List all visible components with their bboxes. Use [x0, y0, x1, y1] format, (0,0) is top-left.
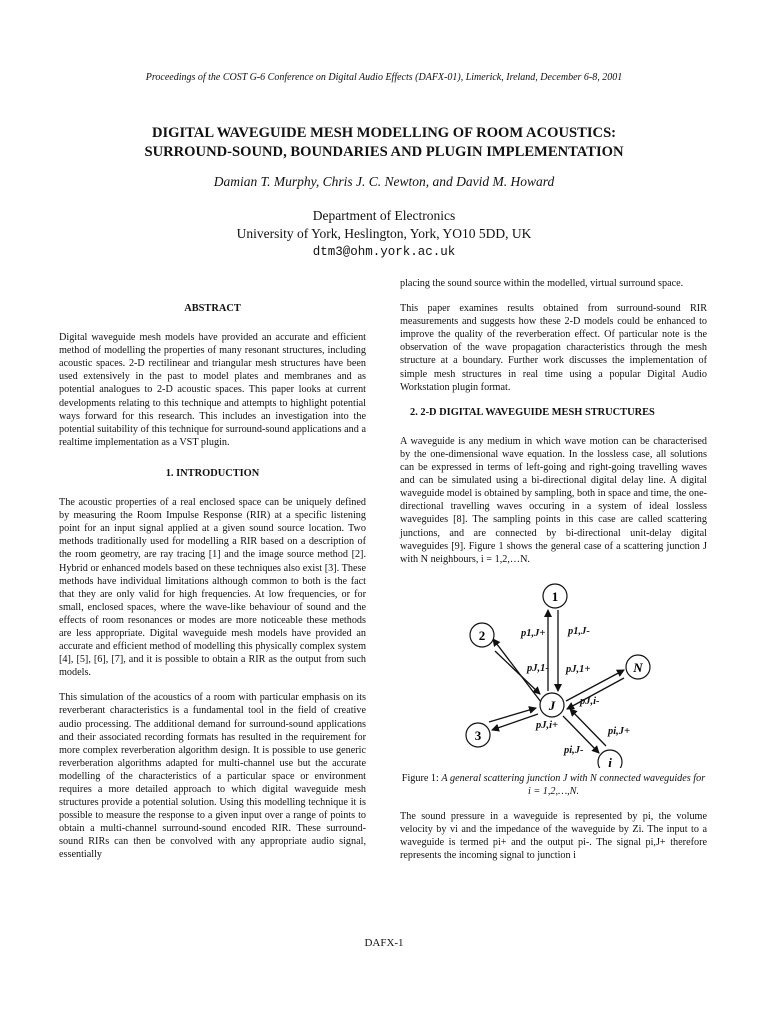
node-j: [540, 693, 564, 717]
label-pji-plus: pJ,i+: [536, 719, 559, 731]
label-p1j-plus: p1,J+: [521, 627, 546, 639]
introduction-heading: 1. INTRODUCTION: [165, 467, 260, 479]
edge-3-to-j: [489, 708, 536, 722]
page-footer: DAFX-1: [364, 937, 404, 949]
figure-1-caption-text: A general scattering junction J with N connected waveguides for i = 1,2,…,N.: [441, 772, 706, 797]
edge-i-to-j: [570, 709, 606, 746]
affiliation: [0, 207, 768, 261]
node-2: [470, 623, 494, 647]
department: Department of Electronics: [312, 208, 456, 223]
abstract-heading: ABSTRACT: [184, 303, 241, 314]
node-3: [466, 723, 490, 747]
waveguide-edges: [489, 610, 624, 753]
node-n: [626, 655, 650, 679]
section-2-paragraph-2: The sound pressure in a waveguide is represented by pi, the volume velocity by vi and the impedance of the waveguide by Zi. The input to a waveguide is termed pi+ and the output pi-. The signal pi,J+ therefore represents the incoming signal to junction i: [400, 810, 707, 862]
author-list: Damian T. Murphy, Chris J. C. Newton, and David M. Howard: [213, 174, 555, 189]
intro-paragraph-1: The acoustic properties of a real enclosed space can be uniquely defined by measuring the Room Impulse Response (RIR) at a specific listening point for an input signal applied at a given sound source location. Two methods traditionally used for modelling a RIR based on a description of the room geometry, are ray tracing [1] and the image source method [2]. Hybrid or enhanced models based on these techniques also exist [3]. These methods have individual limitations although common to both is the fact that they are only valid for high frequencies. At low frequencies, or for small, enclosed spaces, where the wave-like behaviour of sound and the effects of room resonances or modes are more noticeable these methods are less appropriate. Digital waveguide mesh models have provided an accurate and efficient method of modelling this physically complex system [4], [5], [6], [7], and it is possible to obtain a RIR as the output from such models.: [59, 497, 366, 679]
node-i-label: i: [608, 754, 612, 768]
figure-1-caption-label: Figure 1:: [401, 772, 439, 784]
node-1-label: 1: [551, 588, 559, 604]
figure-1-diagram: [400, 578, 707, 768]
label-pij-minus: pi,J-: [564, 744, 584, 756]
abstract-text: Digital waveguide mesh models have provided an accurate and efficient method of modelling the properties of many resonant structures, including acoustic spaces. 2-D rectilinear and triangular mesh structures have been used extensively in the past to model plates and membranes and as potential analogues to 2-D acoustic spaces. This paper looks at current developments relating to this technique and attempts to highlight potential ways forward for this research. This includes an investigation into the potential suitability of this technique for surround-sound applications and a realtime implementation as a VST plugin.: [59, 332, 366, 448]
continuation-paragraph: placing the sound source within the modelled, virtual surround space.: [400, 278, 684, 289]
node-n-label: N: [633, 659, 643, 675]
university: University of York, Heslington, York, YO10 5DD, UK: [236, 226, 532, 241]
proceedings-header: Proceedings of the COST G-6 Conference on Digital Audio Effects (DAFX-01), Limerick, Ireland, December 6-8, 2001: [145, 72, 623, 83]
label-pj1-minus: pJ,1-: [527, 662, 549, 674]
intro-paragraph-2: This simulation of the acoustics of a room with particular emphasis on its reverberant characteristics is a fundamental tool in the field of creative audio processing. The additional demand for surround-sound applications and their associated recording formats has resulted in the requirement for more complex reverberation algorithm design. It is possible to use generic reverberation algorithms adapted for multi-channel use but the accurate modelling of the characteristics of a particular space or environment requires a more detailed approach to which digital waveguide mesh structures provide a potential solution. Using this modelling technique it is possible to measure the response to a given input over a range of points to obtain a multi-channel surround-sound encoded RIR. These surround-sound RIRs can then be convolved with any appropriate audio signal, essentially: [59, 692, 366, 861]
title-line-2: SURROUND-SOUND, BOUNDARIES AND PLUGIN IMPLEMENTATION: [144, 144, 624, 160]
label-pji-minus: pJ,i-: [580, 695, 600, 707]
left-column: [59, 296, 366, 874]
edge-j-to-3: [492, 714, 538, 730]
paper-title: [40, 124, 728, 162]
label-pj1-plus: pJ,1+: [566, 663, 591, 675]
scattering-junction-svg: [400, 578, 707, 768]
section-2-heading: 2. 2-D DIGITAL WAVEGUIDE MESH STRUCTURES: [410, 406, 655, 418]
label-p1j-minus: p1,J-: [568, 625, 590, 637]
title-line-1: DIGITAL WAVEGUIDE MESH MODELLING OF ROOM ACOUSTICS:: [151, 125, 617, 141]
section-2-paragraph-1: A waveguide is any medium in which wave motion can be characterised by the one-dimensional wave equation. In the lossless case, all solutions can be expressed in terms of left-going and right-going travelling waves and can be simulated using a bi-directional digital delay line. A digital waveguide model is obtained by sampling, both in space and time, the one-directional travelling waves occuring in a system of ideal lossless waveguides [8]. The sampling points in this case are called scattering junctions, and are connected by bi-directional unit-delay digital waveguides [9]. Figure 1 shows the general case of a scattering junction J with N neighbours, i = 1,2,…N.: [400, 435, 707, 565]
node-1: [543, 584, 567, 608]
email-address: dtm3@ohm.york.ac.uk: [312, 245, 456, 259]
label-pij-plus: pi,J+: [608, 725, 631, 737]
overview-paragraph: This paper examines results obtained from surround-sound RIR measurements and suggests how these 2-D models could be enhanced to improve the quality of the reverberation effect. Of particular note is the observation of the wave propagation characteristics through the mesh structure at a boundary. Further work discusses the implementation of simple mesh structures in real time using a popular Digital Audio Workstation plugin format.: [400, 303, 707, 393]
node-2-label: 2: [478, 627, 486, 643]
node-3-label: 3: [474, 727, 482, 743]
node-i: [598, 750, 622, 768]
node-j-label: J: [548, 697, 556, 713]
figure-1-caption: [400, 772, 707, 798]
right-column: [400, 277, 707, 874]
